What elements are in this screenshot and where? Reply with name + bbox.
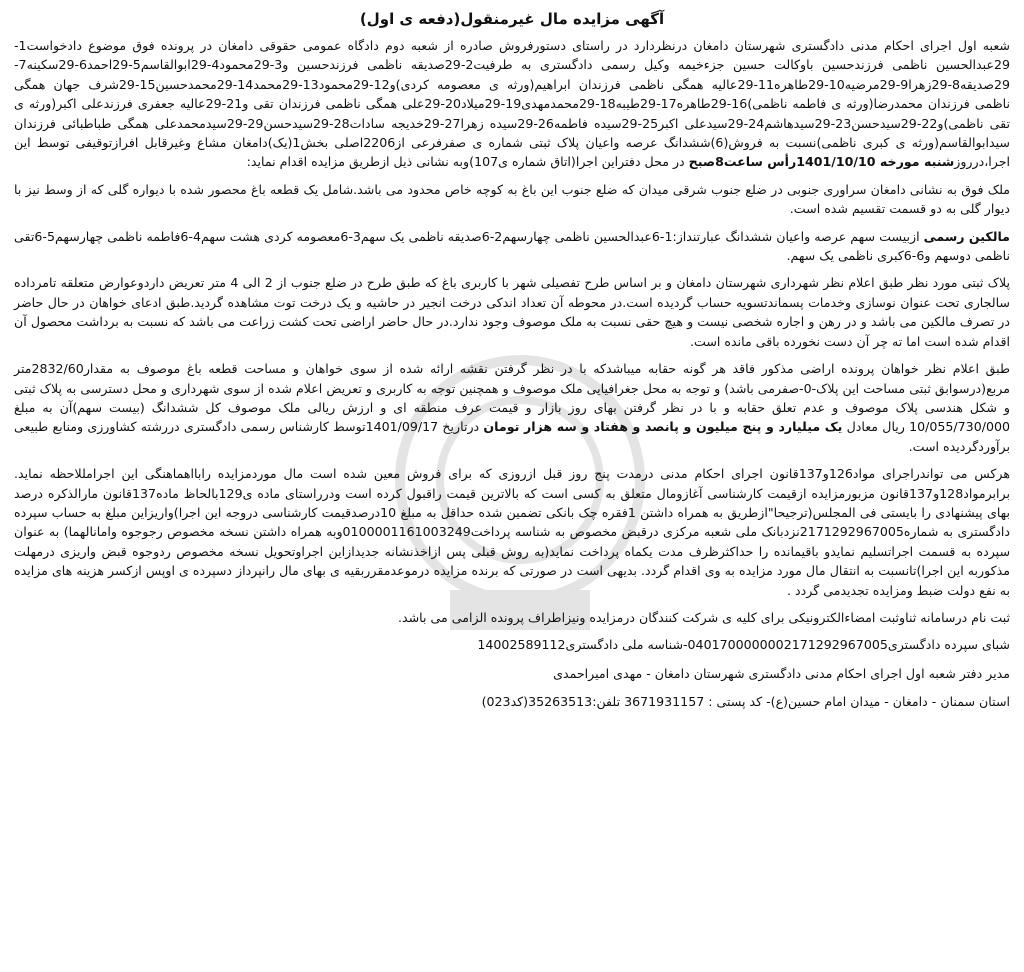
intro-text: شعبه اول اجرای احکام مدنی دادگستری شهرستان دامغان درنظردارد در راستای دستورفروش صادره از شعبه دوم دادگاه عمومی حقوقی دامغان در پرونده فوق موضوع دادخواست1-29عبدالحسین ناظمی فرزندحسین باوکالت حسین جزءخیمه وکیل رسمی دادگستری به طرفیت2-29صدیقه ناظمی فرزندحسین و3-29محمود4-29ابوالقاسم5-29احمد6-29سکینه7-29صدیقه8-29زهرا9-29مرضیه10-29طاهره11-29عالیه همگی ناظمی فرزندان ابراهیم(ورثه ی معصومه کردی)و12-29محمود13-29محمد14-29محمدحسین15-29شرف جهان همگی ناظمی فرزندان محمدرضا(ورثه ی فاطمه ناظمی)16-29طاهره17-29طیبه18-29محمدمهدی19-29میلاد20-29علی همگی ناظمی فرزندان تقی و21-29عالیه جعفری فرزندعلی اکبر(ورثه ی تقی ناظمی)و22-29سیدحسن23-29سیدهاشم24-29سیدعلی اکبر25-29سیده فاطمه26-29سیده زهرا27-29خدیجه سادات28-29سیدحسن29-29سیدمحمدعلی همگی طباطبائی فرزندان سیدابوالقاسم(ورثه ی کبری ناظمی)نسبت به فروش(6)ششدانگ عرصه واعیان پلاک ثبتی شماره ی صفرفرعی از2206اصلی بخش1(یک)دامغان مشاع وغیرقابل افرازتوقیفی توسط این اجرا،درروز xyxy=(14,38,1011,170)
paragraph-property-status: پلاک ثبتی مورد نظر طبق اعلام نظر شهرداری شهرستان دامغان و بر اساس طرح تفصیلی شهر با کاربری باغ که طبق طرح در ضلع جنوب از 2 الی 4 متر تعریض داردوعوارض متعلقه تامرداده سالجاری تحت عنوان نوسازی وخدمات پسماندتسویه حساب گردیده است.در محوطه آن تعداد اندکی درخت انجیر در حاشیه و یک درخت توت مشاهده گردید.طبق ادعای خواهان در حال حاضر در تصرف مالکین می باشد و در رهن و اجاره شخصی نیست و هیچ حقی نسبت به ملک موصوف وجود ندارد.در حال حاضر اراضی تحت کشت زراعت می باشد که نسبت به برداشت محصول آن اقدام شده است اما ته چر آن دست نخورده باقی مانده است. xyxy=(14,275,1010,349)
paragraph-terms: هرکس می تواندراجرای مواد126و137قانون اجرای احکام مدنی درمدت پنج روز قبل ازروزی که برای فروش معین شده است مال موردمزایده رابااهماهنگی این اجرامللاحظه نماید. برابرمواد128و137قانون مزبورمزایده ازقیمت کارشناسی آغازومال متعلق به کسی است که بالاترین قیمت راقبول کرده است ودرراستای ماده ی129بالحاظ ماده137قانون مارالذکره درصد بهای پیشنهادی را بایستی فی المجلس(ترجیحا"ازطریق به همراه داشتن 1فقره چک بانکی تضمین شده حداقل به مبلغ 10درصدقیمت کارشناسی دروجه این اجرا)واریزاین مبلغ به حساب سپرده دادگستری به شماره2171292967005نزدبانک ملی شعبه مرکزی درقبض مخصوص به شناسه پرداخت0100001161003249وبه همراه داشتن نسخه مخصوص رجوجوه وامانالهما) به عنوان سپرده به قسمت اجراتسلیم نمایدو باقیمانده را حداکثرظرف مدت یکماه پرداخت نماید(به روش قبلی پس ازاخذنشانه جدیدازاین اجراوتحویل نسخه مخصوص ردوجوه قبض واریزی درمهلت مذکوربه این اجرا)تانسبت به انتقال مال مورد مزایده به وی اقدام گردد. بدیهی است در صورتی که برنده مزایده درموعدمقرربقیه ی بهای مال رانپرداز دسپرده ی اوپس ازکسر هزینه های مزایده به نفع دولت ضبط ومزایده تجدیدمی گردد . xyxy=(14,466,1010,598)
sheba-line: شبای سپرده دادگستری0401700000002171292967005-شناسه ملی دادگستری14002589112 xyxy=(477,637,1010,653)
valuation-text: طبق اعلام نظر خواهان پرونده اراضی مذکور فاقد هر گونه حقابه میباشدکه با در نظر گرفتن نقشه ارائه شده از سوی خواهان و مساحت قطعه باغ موصوف به مقدار2832/60متر مربع(درسوابق ثبتی مساحت این پلاک-0-صفرمی باشد) و توجه به محل جغرافیایی ملک موصوف و همچنین توجه به کاربری و تعریض اعلام شده از سوی شهرداری و محل دسترسی به پلاک ثبتی و شکل هندسی پلاک موصوف و عدم تعلق حقابه و با در نظر گرفتن بهای روز بازار و قیمت عرف منطقه ای و ارزش ریالی ملک موصوف کل ششدانگ (بیست سهم)آن به مبلغ 10/055/730/000 ریال معادل xyxy=(14,361,1010,435)
address-line: استان سمنان - دامغان - میدان امام حسین(ع)- کد پستی : 3671931157 تلفن:35263513(کد023) xyxy=(481,694,1010,710)
paragraph-intro xyxy=(14,36,1010,172)
intro-text-end: در محل دفتراین اجرا(اتاق شماره ی107)وبه نشانی ذیل ازطریق مزایده اقدام نماید: xyxy=(246,154,689,170)
paragraph-valuation xyxy=(14,359,1010,456)
valuation-amount: یک میلیارد و پنج میلیون و پانصد و هفتاد و سه هزار تومان xyxy=(483,419,843,435)
owners-text: ازبیست سهم عرصه واعیان ششدانگ عبارتنداز:1-6عبدالحسین ناظمی چهارسهم2-6صدیقه ناظمی یک سهم3-6معصومه کردی هشت سهم4-6فاطمه ناظمی چهارسهم5-6تقی ناظمی دوسهم و6-6کبری ناظمی یک سهم. xyxy=(14,228,1010,264)
auction-date: شنبه مورخه 1401/10/10رأس ساعت8صبح xyxy=(688,154,955,170)
paragraph-owners xyxy=(14,227,1010,266)
paragraph-registration: ثبت نام درسامانه ثناوثبت امضاءالکترونیکی برای کلیه ی شرکت کنندگان درمزایده ونیزاطراف پرونده الزامی می باشد. xyxy=(398,609,1010,625)
valuation-text-end: درتاریخ 1401/09/17توسط کارشناس رسمی دادگستری دررشته کشاورزی ومنابع طبیعی برآوردگردیده است. xyxy=(14,419,1010,454)
paragraph-property-address: ملک فوق به نشانی دامغان سراوری جنوبی در ضلع جنوب شرقی میدان که ضلع جنوب این باغ به کوچه خاص محدود می باشد.شامل یک قطعه باغ محصور شده با دیواره گلی که از وسط نیز با دیوار گلی به دو قسمت تقسیم شده است. xyxy=(14,181,1010,217)
document xyxy=(14,4,1010,721)
signature-line: مدیر دفتر شعبه اول اجرای احکام مدنی دادگستری شهرستان دامغان - مهدی امیراحمدی xyxy=(553,665,1010,681)
owners-label: مالکین رسمی xyxy=(923,228,1010,244)
document-title: آگهی مزایده مال غیرمنقول(دفعه ی اول) xyxy=(359,10,665,28)
